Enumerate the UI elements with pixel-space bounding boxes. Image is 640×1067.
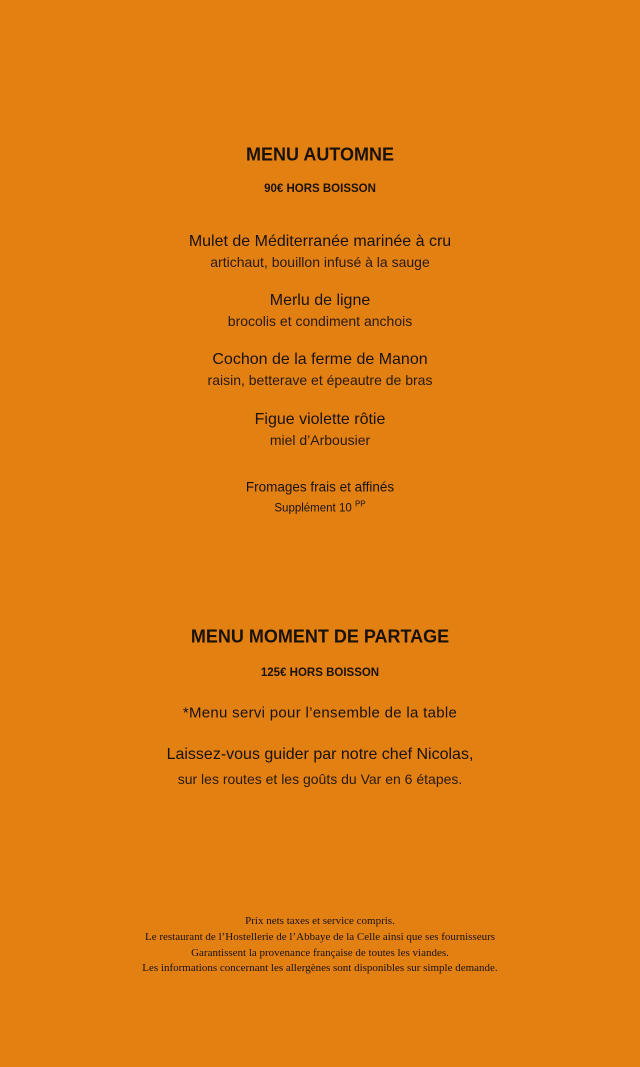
dish-name: Mulet de Méditerranée marinée à cru [188,233,452,250]
menu-automne-price: 90€ HORS BOISSON [264,183,376,195]
cheese-course: Fromages frais et affinés [245,479,395,495]
menu-automne-title: MENU AUTOMNE [246,144,394,165]
cheese-supplement [0,500,640,515]
menu-partage-note: *Menu servi pour l’ensemble de la table [182,704,458,722]
menu-partage-line2: sur les routes et les goûts du Var en 6 étapes. [177,771,463,787]
footer-line: Garantissent la provenance française de toutes les viandes. [191,947,449,959]
menu-partage-line1: Laissez-vous guider par notre chef Nicolas, [166,746,474,763]
menu-partage-price: 125€ HORS BOISSON [260,667,380,679]
dish-desc: raisin, betterave et épeautre de bras [207,372,433,388]
dish-name: Merlu de ligne [269,292,371,309]
dish-desc: brocolis et condiment anchois [227,313,413,329]
footer-line: Prix nets taxes et service compris. [245,915,395,927]
dish-desc: miel d’Arbousier [269,432,371,448]
footer-line: Les informations concernant les allergènes sont disponibles sur simple demande. [142,962,498,974]
dish-desc: artichaut, bouillon infusé à la sauge [210,254,430,270]
dish-name: Figue violette rôtie [254,411,386,428]
menu-partage-title: MENU MOMENT DE PARTAGE [190,626,450,647]
footer-line: Le restaurant de l’Hostellerie de l’Abbaye de la Celle ainsi que ses fournisseurs [144,931,496,943]
supplement-text: Supplément 10 [274,502,352,515]
dish-name: Cochon de la ferme de Manon [212,351,428,368]
supplement-unit: PP [354,499,366,509]
